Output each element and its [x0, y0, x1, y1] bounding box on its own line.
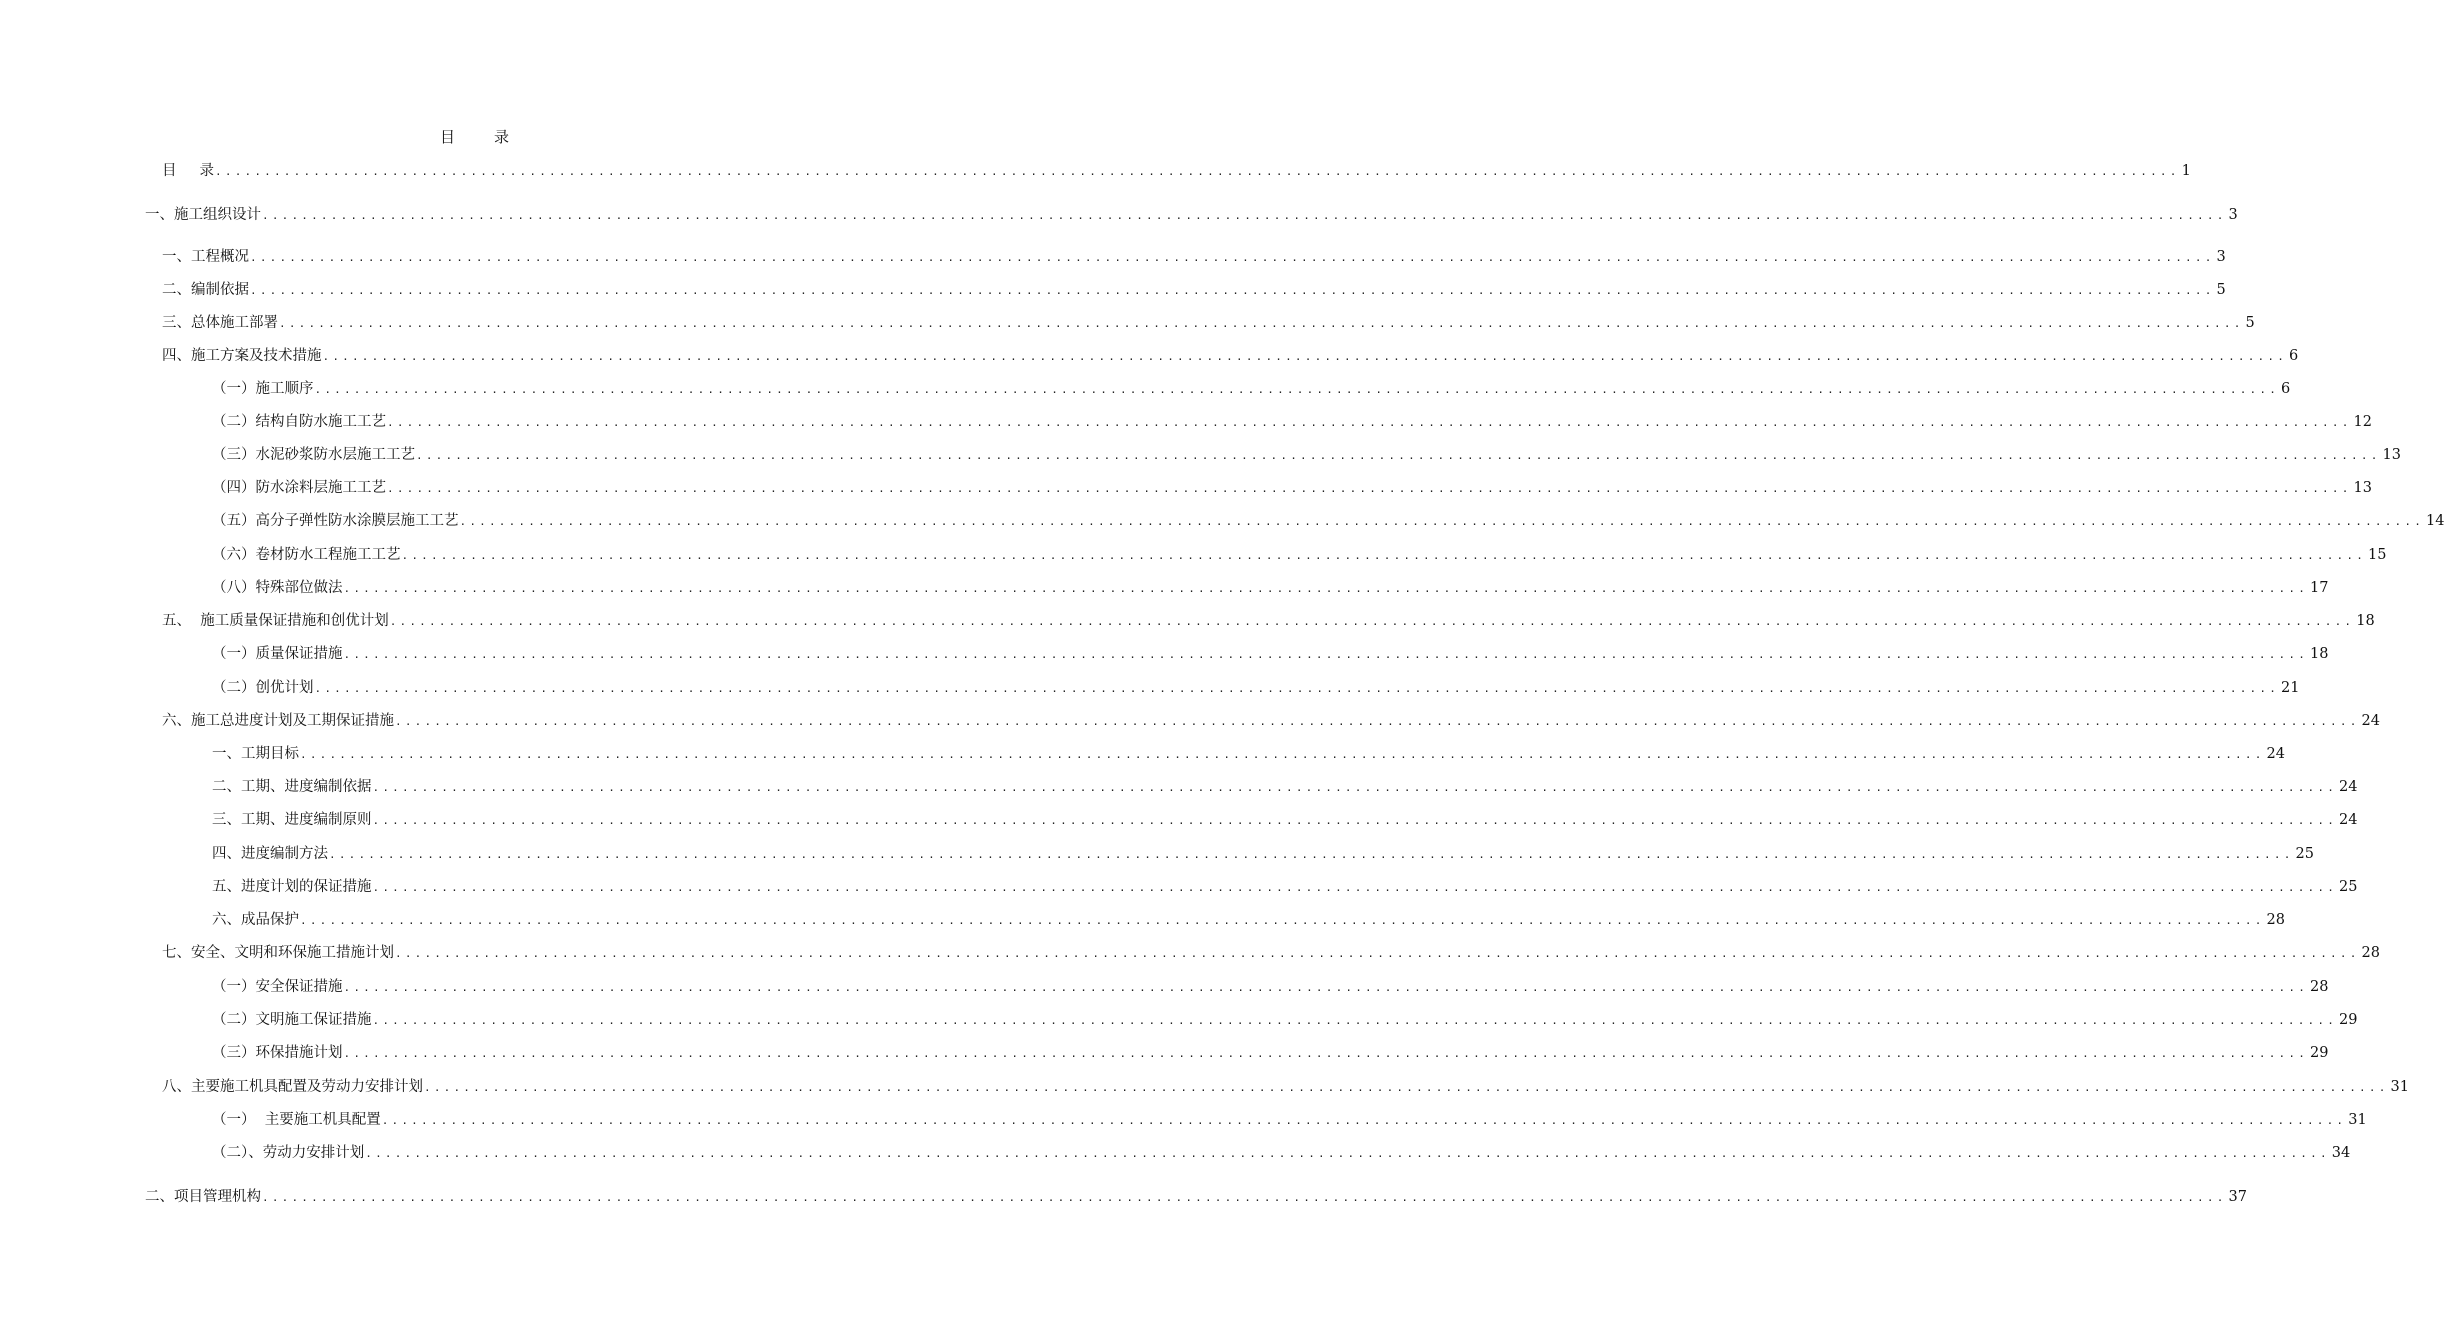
toc-leader: ........................................................................................................................................................................................................: [365, 1147, 2330, 1160]
toc-leader: ........................................................................................................................................................................................................: [395, 715, 2360, 728]
toc-entry-label: 三、工期、进度编制原则: [212, 812, 372, 828]
toc-entry[interactable]: [212, 576, 2329, 598]
toc-entry[interactable]: [212, 476, 2372, 498]
toc-entry[interactable]: [162, 278, 2226, 300]
toc-page-number: 12: [2353, 414, 2372, 430]
toc-page-number: 5: [2216, 282, 2226, 298]
toc-page-number: 29: [2339, 1012, 2358, 1028]
toc-entry[interactable]: [212, 410, 2372, 432]
toc-entry[interactable]: [212, 1008, 2358, 1030]
toc-leader: ........................................................................................................................................................................................................: [314, 383, 2280, 396]
toc-entry[interactable]: [162, 245, 2226, 267]
toc-entry-label: 一、施工组织设计: [145, 207, 261, 223]
toc-entry-label: （一） 主要施工机具配置: [212, 1112, 381, 1128]
toc-leader: ........................................................................................................................................................................................................: [343, 648, 2309, 661]
toc-entry[interactable]: [212, 1141, 2351, 1163]
toc-leader: ........................................................................................................................................................................................................: [262, 1191, 2227, 1204]
toc-entry-label: 六、施工总进度计划及工期保证措施: [162, 713, 394, 729]
toc-entry[interactable]: [212, 443, 2401, 465]
toc-entry[interactable]: [145, 203, 2238, 225]
toc-entry-label: 二、工期、进度编制依据: [212, 779, 372, 795]
toc-entry[interactable]: [212, 808, 2358, 830]
toc-page-number: 31: [2348, 1112, 2367, 1128]
toc-page-number: 25: [2295, 846, 2314, 862]
toc-page-number: 24: [2339, 779, 2358, 795]
toc-page-number: 13: [2382, 447, 2401, 463]
toc-page-number: 13: [2353, 480, 2372, 496]
toc-entry-label: （三）水泥砂浆防水层施工工艺: [212, 447, 415, 463]
toc-leader: ........................................................................................................................................................................................................: [395, 947, 2360, 960]
toc-entry[interactable]: [162, 344, 2299, 366]
toc-entry[interactable]: [212, 1041, 2329, 1063]
toc-entry-label: （三）环保措施计划: [212, 1045, 343, 1061]
toc-page-number: 17: [2310, 580, 2329, 596]
toc-entry-label: （一）质量保证措施: [212, 646, 343, 662]
toc-leader: ........................................................................................................................................................................................................: [343, 1047, 2309, 1060]
toc-entry-label: 六、成品保护: [212, 912, 299, 928]
toc-entry[interactable]: [162, 941, 2380, 963]
toc-entry[interactable]: [212, 543, 2387, 565]
toc-entry-label: 八、主要施工机具配置及劳动力安排计划: [162, 1079, 423, 1095]
toc-entry-label: （八）特殊部位做法: [212, 580, 343, 596]
toc-leader: ........................................................................................................................................................................................................: [372, 814, 2338, 827]
toc-title-char-1: 目: [439, 128, 456, 146]
toc-entry[interactable]: [212, 1108, 2367, 1130]
toc-page-number: 25: [2339, 879, 2358, 895]
toc-leader: ........................................................................................................................................................................................................: [300, 748, 2265, 761]
toc-page-number: 18: [2356, 613, 2375, 629]
toc-entry-label: 二、编制依据: [162, 282, 249, 298]
toc-entry[interactable]: [212, 676, 2300, 698]
toc-page-number: 14: [2426, 513, 2444, 529]
toc-leader: ........................................................................................................................................................................................................: [215, 165, 2180, 178]
toc-entry-label: （二）创优计划: [212, 680, 314, 696]
toc-entry[interactable]: [162, 609, 2375, 631]
toc-entry-label: 五、进度计划的保证措施: [212, 879, 372, 895]
toc-page-number: 24: [2266, 746, 2285, 762]
toc-entry-label: 二、项目管理机构: [145, 1189, 261, 1205]
toc-entry-label: 七、安全、文明和环保施工措施计划: [162, 945, 394, 961]
toc-page-number: 5: [2245, 315, 2255, 331]
toc-title: [0, 126, 950, 147]
toc-page-number: 1: [2181, 163, 2191, 179]
toc-leader: ........................................................................................................................................................................................................: [372, 1014, 2338, 1027]
toc-entry-label: 五、 施工质量保证措施和创优计划: [162, 613, 389, 629]
toc-page-number: 31: [2390, 1079, 2409, 1095]
toc-leader: ........................................................................................................................................................................................................: [424, 1081, 2389, 1094]
toc-page-number: 28: [2310, 979, 2329, 995]
toc-entry-label: （二）、劳动力安排计划: [212, 1145, 365, 1161]
toc-entry-label: 一、工程概况: [162, 249, 249, 265]
toc-leader: ........................................................................................................................................................................................................: [372, 781, 2338, 794]
toc-leader: ........................................................................................................................................................................................................: [262, 209, 2227, 222]
toc-entry[interactable]: [212, 742, 2285, 764]
toc-leader: ........................................................................................................................................................................................................: [250, 251, 2215, 264]
toc-page-number: 29: [2310, 1045, 2329, 1061]
toc-leader: ........................................................................................................................................................................................................: [314, 682, 2280, 695]
toc-entry-label: （五）高分子弹性防水涂膜层施工工艺: [212, 513, 459, 529]
toc-entry[interactable]: [145, 1185, 2247, 1207]
toc-page-number: 3: [2216, 249, 2226, 265]
toc-leader: ........................................................................................................................................................................................................: [300, 914, 2265, 927]
toc-page-number: 24: [2361, 713, 2380, 729]
toc-entry[interactable]: [212, 377, 2291, 399]
toc-page-number: 6: [2289, 348, 2299, 364]
toc-leader: ........................................................................................................................................................................................................: [343, 582, 2309, 595]
toc-leader: ........................................................................................................................................................................................................: [322, 350, 2288, 363]
toc-entry[interactable]: [212, 642, 2329, 664]
toc-entry-label: （四）防水涂料层施工工艺: [212, 480, 386, 496]
toc-leader: ........................................................................................................................................................................................................: [387, 482, 2352, 495]
toc-entry[interactable]: [162, 709, 2380, 731]
toc-leader: ........................................................................................................................................................................................................: [459, 515, 2425, 528]
toc-leader: ........................................................................................................................................................................................................: [389, 615, 2355, 628]
toc-entry[interactable]: [212, 875, 2358, 897]
toc-page-number: 34: [2331, 1145, 2351, 1161]
toc-page-number: 28: [2266, 912, 2285, 928]
toc-entry[interactable]: [162, 311, 2255, 333]
toc-leader: ........................................................................................................................................................................................................: [387, 416, 2352, 429]
toc-page-number: 24: [2339, 812, 2358, 828]
toc-page-number: 28: [2361, 945, 2380, 961]
toc-leader: ........................................................................................................................................................................................................: [372, 881, 2338, 894]
toc-entry-label: （六）卷材防水工程施工工艺: [212, 547, 401, 563]
toc-entry-label: 目 录: [162, 163, 215, 179]
toc-page-number: 3: [2228, 207, 2238, 223]
toc-entry[interactable]: [212, 908, 2285, 930]
toc-leader: ........................................................................................................................................................................................................: [279, 317, 2244, 330]
toc-entry-label: （一）安全保证措施: [212, 979, 343, 995]
toc-title-char-2: 录: [494, 128, 511, 146]
toc-leader: ........................................................................................................................................................................................................: [381, 1114, 2347, 1127]
toc-entry[interactable]: [162, 159, 2191, 181]
toc-entry-label: 一、工期目标: [212, 746, 299, 762]
toc-leader: ........................................................................................................................................................................................................: [343, 981, 2309, 994]
toc-entry-label: 三、总体施工部署: [162, 315, 278, 331]
toc-entry[interactable]: [212, 842, 2314, 864]
toc-entry-label: 四、进度编制方法: [212, 846, 328, 862]
toc-page-number: 21: [2281, 680, 2300, 696]
toc-entry[interactable]: [212, 775, 2358, 797]
toc-entry-label: 四、施工方案及技术措施: [162, 348, 322, 364]
toc-page-number: 37: [2228, 1189, 2247, 1205]
toc-leader: ........................................................................................................................................................................................................: [416, 449, 2381, 462]
toc-entry-label: （二）文明施工保证措施: [212, 1012, 372, 1028]
toc-entry-label: （一）施工顺序: [212, 381, 314, 397]
toc-page-number: 15: [2368, 547, 2387, 563]
toc-leader: ........................................................................................................................................................................................................: [250, 284, 2215, 297]
toc-entry[interactable]: [212, 509, 2444, 531]
toc-page-number: 18: [2310, 646, 2329, 662]
toc-entry[interactable]: [162, 1075, 2409, 1097]
toc-entry-label: （二）结构自防水施工工艺: [212, 414, 386, 430]
toc-entry[interactable]: [212, 975, 2329, 997]
toc-page-number: 6: [2281, 381, 2291, 397]
toc-leader: ........................................................................................................................................................................................................: [329, 848, 2294, 861]
toc-leader: ........................................................................................................................................................................................................: [401, 549, 2367, 562]
